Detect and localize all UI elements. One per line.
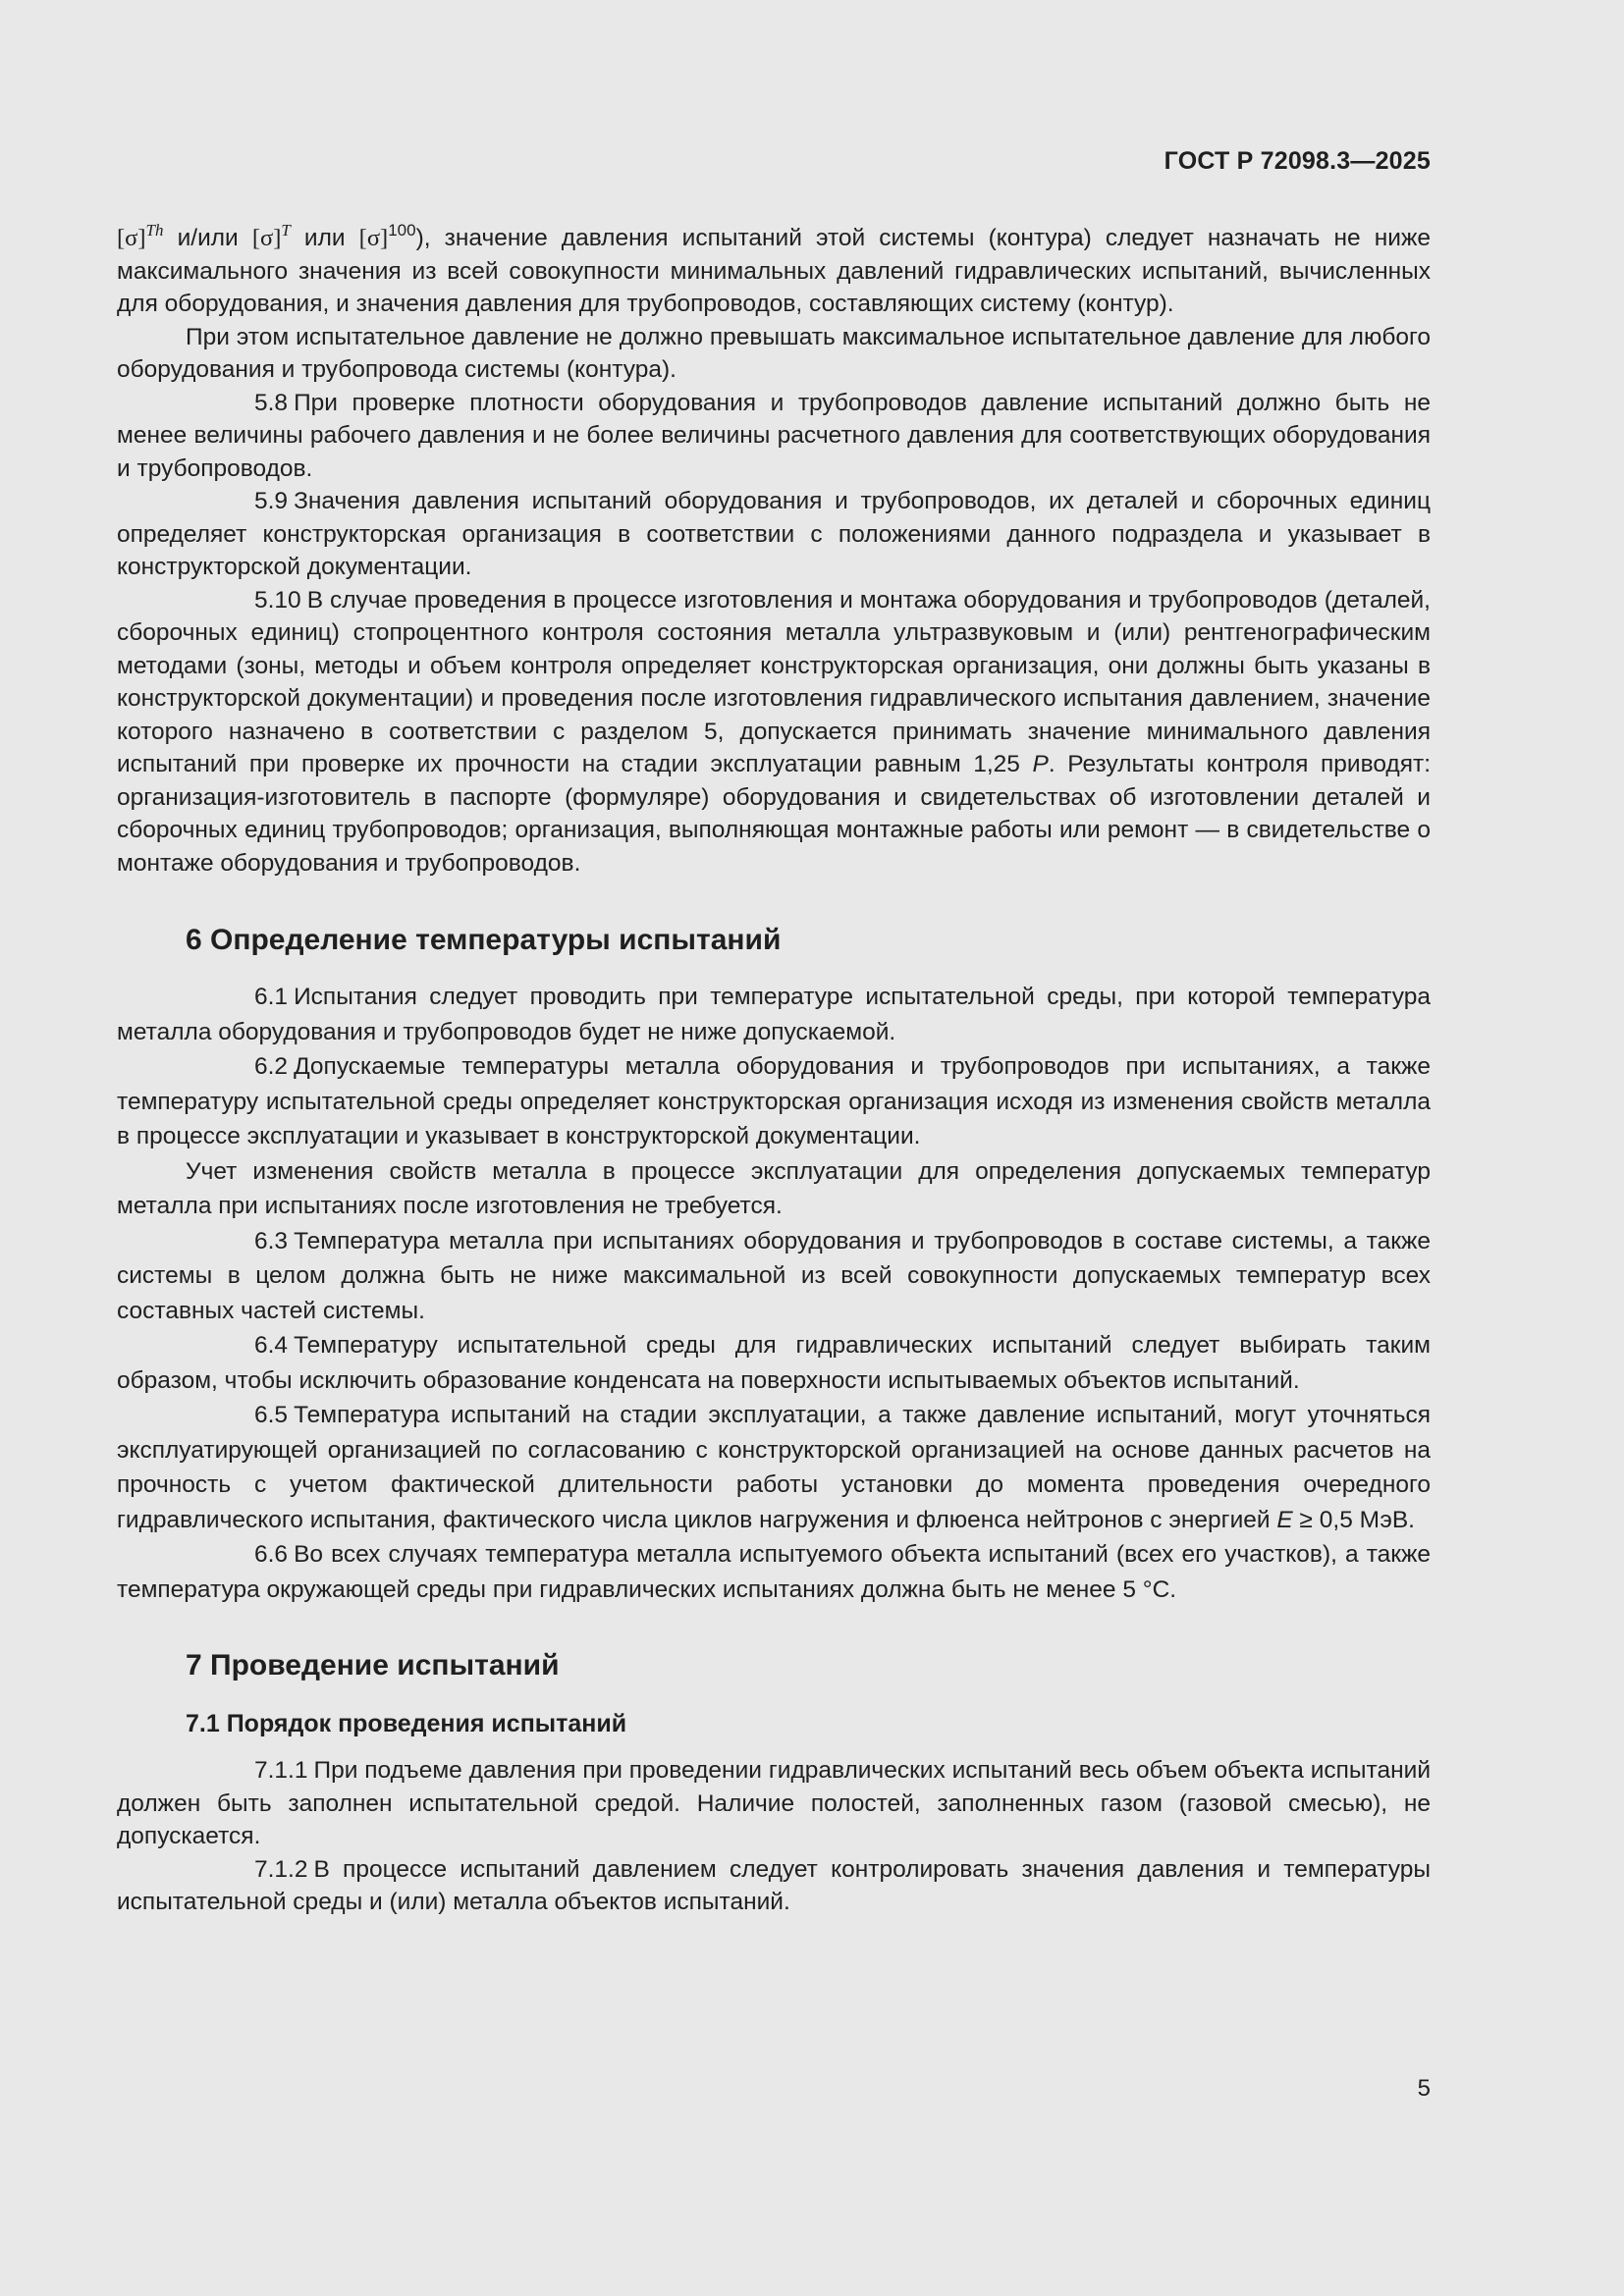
superscript: Th (145, 221, 164, 240)
paragraph-text: ), значение давления испытаний этой системы (контура) следует назначать не ниже максимального значения из всей совокупности минимальных давлений гидравлических испытаний, вычисленных для оборудования, и значения давления для трубопроводов, составляющих систему (контур). (117, 225, 1431, 317)
clause-number: 6.6 (254, 1541, 289, 1568)
document-designation: ГОСТ Р 72098.3—2025 (1164, 147, 1431, 175)
clause-5-10 (117, 584, 1431, 881)
continued-paragraph (117, 222, 1431, 321)
clause-7-1-1 (117, 1754, 1431, 1853)
clause-number: 6.4 (254, 1332, 289, 1359)
clause-7-1-2 (117, 1853, 1431, 1919)
clause-text: Во всех случаях температура металла испытуемого объекта испытаний (всех его участков), а также температура окружающей среды при гидравлических испытаниях должна быть не менее 5 °С. (117, 1541, 1431, 1603)
clause-number: 5.9 (254, 488, 289, 514)
section-7-heading: 7 Проведение испытаний (186, 1649, 560, 1682)
clause-number: 6.2 (254, 1053, 289, 1080)
clause-6-1 (117, 980, 1431, 1049)
clause-5-9 (117, 485, 1431, 584)
subsection-7-1-heading: 7.1 Порядок проведения испытаний (186, 1710, 627, 1737)
clause-text: В процессе испытаний давлением следует контролировать значения давления и температуры испытательной среды и (или) металла объектов испытаний. (117, 1855, 1431, 1915)
paragraph: При этом испытательное давление не должно превышать максимальное испытательное давление для любого оборудования и трубопровода системы (контура). (117, 323, 1431, 383)
clause-text: Температура металла при испытаниях оборудования и трубопроводов в составе системы, а также системы в целом должна быть не ниже максимальной из всей совокупности допускаемых температур всех составных частей системы. (117, 1227, 1431, 1324)
clause-text: В случае проведения в процессе изготовления и монтажа оборудования и трубопроводов (деталей, сборочных единиц) стопроцентного контроля состояния металла ультразвуковым и (или) рентгенографическим методами (зоны, методы и объем контроля определяет конструкторская организация, они должны быть указаны в конструкторской документации) и проведения после изготовления гидравлического испытания давлением, значение которого назначено в соответствии с разделом 5, допускается принимать значение минимального давления испытаний при проверке их прочности на стадии эксплуатации равным 1,25 (117, 586, 1431, 777)
sigma-symbol: [σ] (251, 225, 282, 251)
clause-text: Температуру испытательной среды для гидравлических испытаний следует выбирать таким образом, чтобы исключить образование конденсата на поверхности испытываемых объектов испытаний. (117, 1332, 1431, 1394)
clause-number: 6.3 (254, 1227, 289, 1255)
page-number: 5 (1417, 2075, 1431, 2102)
clause-text: Допускаемые температуры металла оборудования и трубопроводов при испытаниях, а также температуру испытательной среды определяет конструкторская организация исходя из изменения свойств металла в процессе эксплуатации и указывает в конструкторской документации. (117, 1053, 1431, 1149)
clause-6-6 (117, 1537, 1431, 1607)
clause-6-3 (117, 1224, 1431, 1329)
clause-6-5 (117, 1398, 1431, 1537)
section-6-heading: 6 Определение температуры испытаний (186, 924, 782, 956)
connector-text: или (290, 225, 359, 251)
superscript: T (281, 221, 291, 240)
energy-variable: E (1276, 1506, 1293, 1533)
clause-text: . Результаты контроля приводят: организация-изготовитель в паспорте (формуляре) оборудования и свидетельствах об изготовлении деталей и сборочных единиц трубопроводов; организация, выполняющая монтажные работы или ремонт — в свидетельстве о монтаже оборудования и трубопроводов. (117, 751, 1431, 877)
clause-text: При подъеме давления при проведении гидравлических испытаний весь объем объекта испытаний должен быть заполнен испытательной средой. Наличие полостей, заполненных газом (газовой смесью), не допускается. (117, 1757, 1431, 1849)
superscript: 100 (388, 221, 416, 240)
clause-6-4 (117, 1328, 1431, 1398)
clause-text: Значения давления испытаний оборудования и трубопроводов, их деталей и сборочных единиц определяет конструкторская организация в соответствии с положениями данного подраздела и указывает в конструкторской документации. (117, 488, 1431, 580)
clause-number: 5.10 (254, 586, 301, 614)
clause-text: ≥ 0,5 МэВ. (1292, 1506, 1415, 1533)
clause-number: 6.1 (254, 984, 289, 1010)
paragraph: Учет изменения свойств металла в процессе эксплуатации для определения допускаемых температур металла при испытаниях после изготовления не требуется. (117, 1157, 1431, 1219)
sigma-symbol: [σ] (117, 225, 146, 251)
page-body (117, 222, 1431, 1919)
clause-text: Температура испытаний на стадии эксплуатации, а также давление испытаний, могут уточняться эксплуатирующей организацией по согласованию с конструкторской организацией на основе данных расчетов на прочность с учетом фактической длительности работы установки до момента проведения очередного гидравлического испытания, фактического числа циклов нагружения и флюенса нейтронов с энергией (117, 1402, 1431, 1533)
clause-number: 7.1.2 (254, 1855, 308, 1883)
clause-text: При проверке плотности оборудования и трубопроводов давление испытаний должно быть не менее величины рабочего давления и не более величины расчетного давления для соответствующих оборудования и трубопроводов. (117, 389, 1431, 482)
clause-number: 6.5 (254, 1402, 289, 1428)
clause-5-8 (117, 387, 1431, 486)
clause-text: Испытания следует проводить при температуре испытательной среды, при которой температура металла оборудования и трубопроводов будет не ниже допускаемой. (117, 984, 1431, 1045)
clause-number: 5.8 (254, 389, 289, 416)
clause-number: 7.1.1 (254, 1757, 308, 1784)
sigma-symbol: [σ] (358, 225, 389, 251)
clause-6-2 (117, 1049, 1431, 1154)
pressure-variable: P (1032, 751, 1049, 777)
connector-text: и/или (163, 225, 252, 251)
